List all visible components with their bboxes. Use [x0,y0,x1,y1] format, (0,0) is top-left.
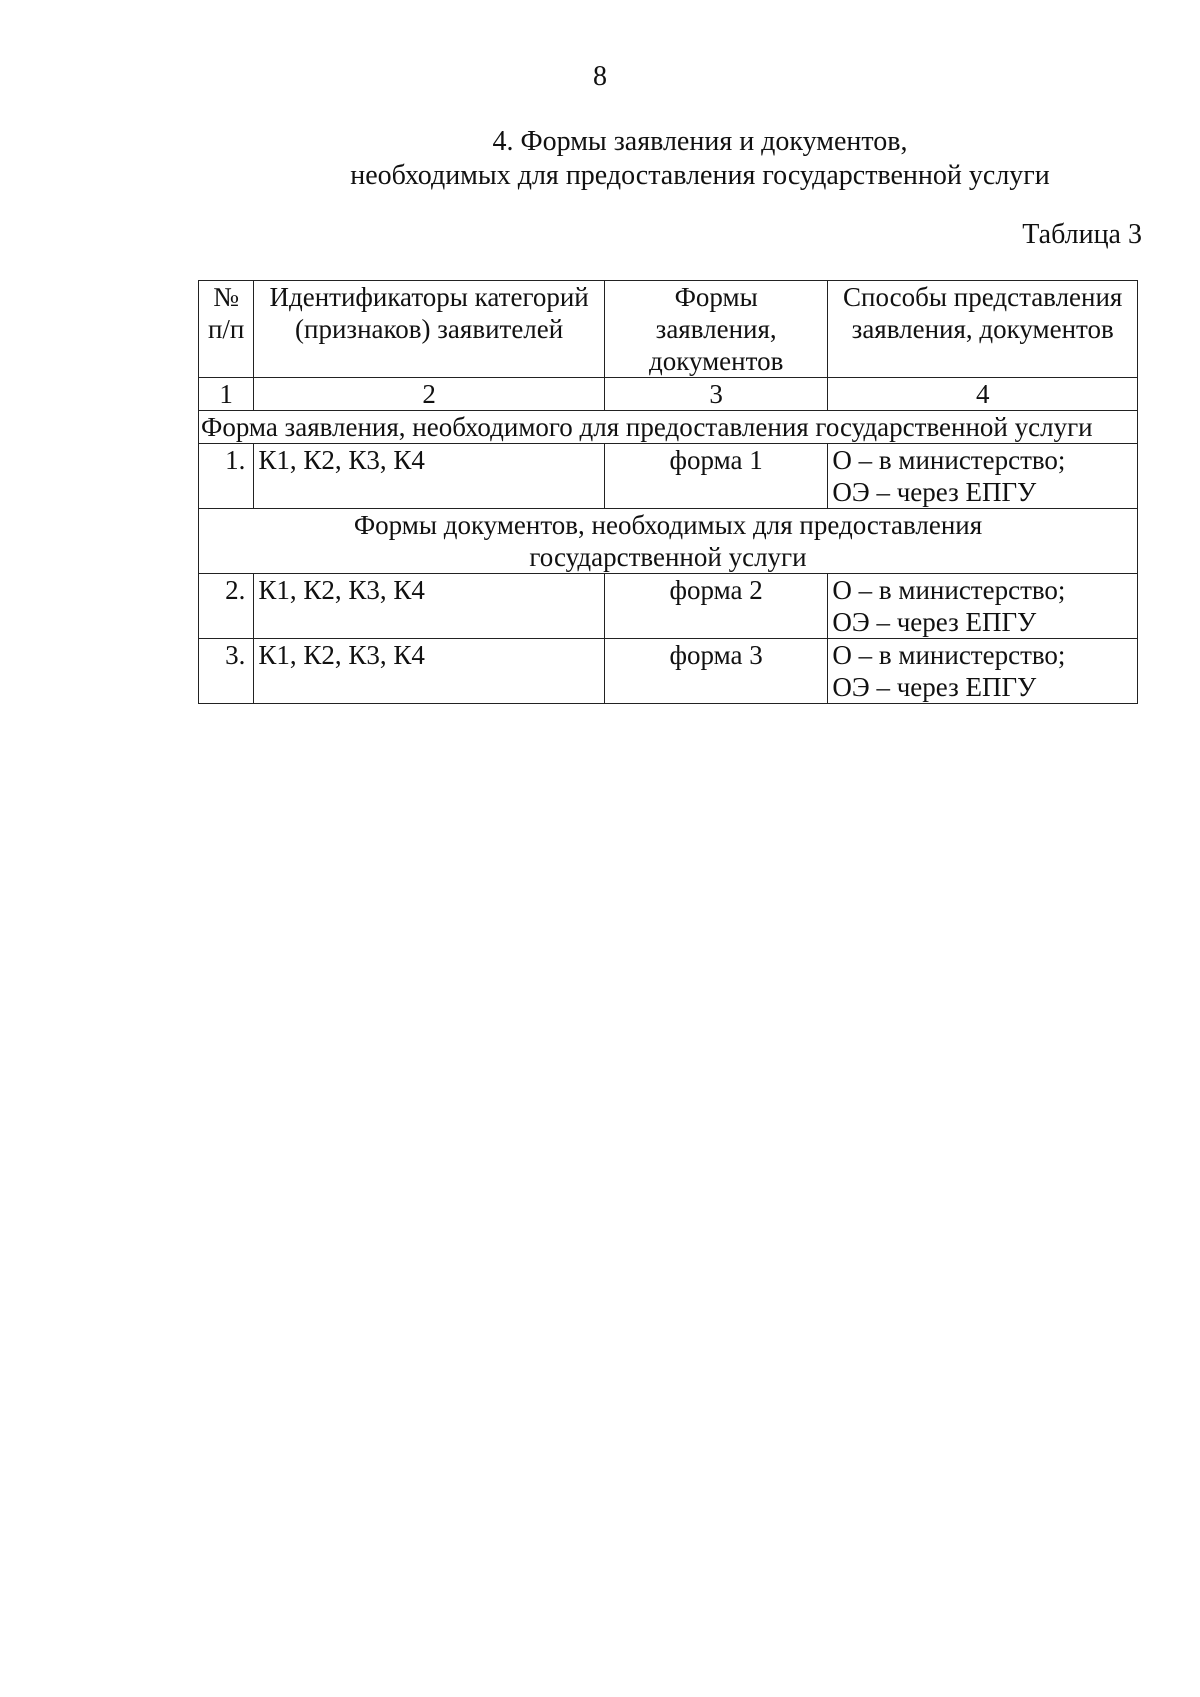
section-title-line-1: 4. Формы заявления и документов, [492,126,908,157]
row-categories: К1, К2, К3, К4 [254,574,605,639]
page-number: 8 [593,61,607,92]
column-index-2: 2 [254,378,605,411]
header-cell-methods [828,281,1138,378]
row-methods [828,574,1138,639]
column-index-3: 3 [604,378,827,411]
header-cell-forms [604,281,827,378]
forms-table [198,280,1138,704]
header-number-line-2: п/п [207,314,245,344]
header-forms-line-2: заявления, [655,314,777,344]
section-row-document-forms [199,509,1138,574]
section-heading-line-1: Формы документов, необходимых для предоставления [353,510,983,540]
header-forms-line-3: документов [648,346,784,376]
section-heading-line-2: государственной услуги [529,542,807,572]
header-methods-line-2: заявления, документов [851,314,1114,344]
table-row [199,444,1138,509]
column-index-1: 1 [199,378,254,411]
header-categories-line-1: Идентификаторы категорий [269,282,589,312]
row-categories: К1, К2, К3, К4 [254,444,605,509]
column-index-row [199,378,1138,411]
table-row [199,639,1138,704]
row-method-line-1: О – в министерство; [832,640,1066,670]
table-row [199,574,1138,639]
section-title [150,125,1200,193]
row-method-line-1: О – в министерство; [832,575,1066,605]
row-number: 3. [199,639,254,704]
row-method-line-2: ОЭ – через ЕПГУ [832,607,1037,637]
column-index-4: 4 [828,378,1138,411]
row-number: 2. [199,574,254,639]
row-methods [828,639,1138,704]
section-heading-document-forms [199,509,1138,574]
row-method-line-1: О – в министерство; [832,445,1066,475]
header-categories-line-2: (признаков) заявителей [295,314,564,344]
row-method-line-2: ОЭ – через ЕПГУ [832,477,1037,507]
section-title-line-2: необходимых для предоставления государственной услуги [350,160,1050,191]
header-cell-categories [254,281,605,378]
header-cell-number [199,281,254,378]
table-header-row [199,281,1138,378]
row-method-line-2: ОЭ – через ЕПГУ [832,672,1037,702]
table-caption: Таблица 3 [1022,219,1142,250]
row-methods [828,444,1138,509]
row-categories: К1, К2, К3, К4 [254,639,605,704]
row-form: форма 2 [604,574,827,639]
header-methods-line-1: Способы представления [843,282,1123,312]
row-form: форма 3 [604,639,827,704]
row-form: форма 1 [604,444,827,509]
row-number: 1. [199,444,254,509]
header-number-line-1: № [213,282,240,312]
section-row-application-form [199,411,1138,444]
header-forms-line-1: Формы [674,282,758,312]
section-heading-application-form: Форма заявления, необходимого для предоставления государственной услуги [199,411,1138,444]
